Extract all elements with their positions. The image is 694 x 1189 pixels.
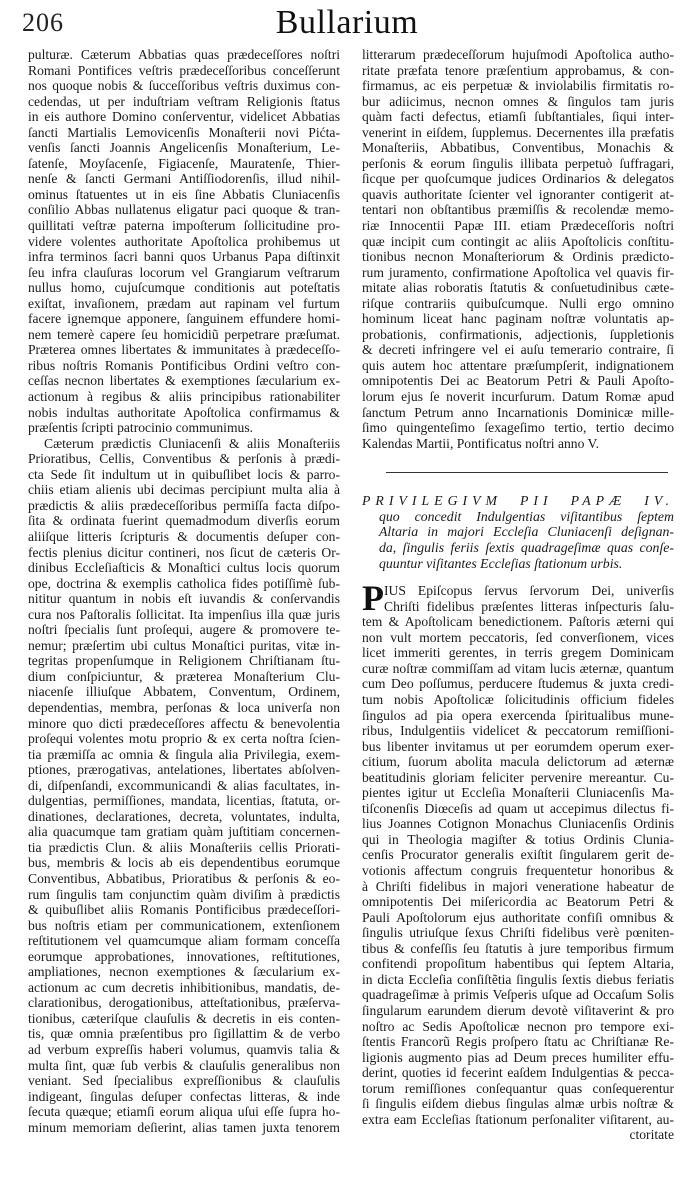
text-line: licet immeriti gerentes, in terris gregem Dominicam — [362, 645, 674, 661]
text-line: multa ſint, quæ ſub verbis & clauſulis generalibus non — [28, 1057, 340, 1073]
text-line: citium, ſuorum abolita macula delictorum ad æternæ — [362, 754, 674, 770]
text-line: ſancti Martialis Lemovicenſis Monaſterii novi Pićta- — [28, 124, 340, 140]
text-line: tegritas propenſumque in Religionem Chriſtianam ſtu- — [28, 653, 340, 669]
text-line: fectis plenius dicitur contineri, nos ſicut de cæteris Or- — [28, 544, 340, 560]
text-line: beatitudinis gloriam feliciter pervenire mereantur. Cu- — [362, 769, 674, 785]
privilege-heading — [362, 493, 674, 571]
text-line: derint, quoties id fecerint eaſdem Indulgentias & pecca- — [362, 1065, 674, 1081]
text-line: rum juramento, confirmatione Apoſtolica vel quavis fir- — [362, 264, 674, 280]
text-line: infra terminos ſacri banni quos Urbanus Papa diſtinxit — [28, 249, 340, 265]
text-line: veniant. Sed ſpecialibus expreſſionibus & clauſulis — [28, 1073, 340, 1089]
text-line: nullus homo, cujuſcumque conditionis aut poteſtatis — [28, 280, 340, 296]
text-line: ritate præfata tenore præſentium approbamus, & con- — [362, 62, 674, 78]
heading-line: da, ſingulis feriis ſextis quadrageſimæ quas conſe- — [379, 540, 674, 555]
bull-body — [362, 578, 674, 1143]
text-line: bus noſtris etiam per communicationem, extenſionem — [28, 917, 340, 933]
right-column — [362, 47, 674, 1143]
text-line: nos quoque nobis & ſucceſſoribus veſtris duximus con- — [28, 78, 340, 94]
text-line: tum nobis Apoſtolicæ ſolicitudinis officium fideles — [362, 692, 674, 708]
text-line: dium conſpiciuntur, & præterea Monaſterium Clu- — [28, 668, 340, 684]
text-line: venſis ſancti Joannis Angelicenſis Monaſterium, Le- — [28, 140, 340, 156]
text-line: quæ incipit cum contingit ac aliis Apoſtolicis conſtitu- — [362, 233, 674, 249]
text-line: Cæterum prædictis Cluniacenſi & aliis Monaſteriis — [44, 435, 340, 451]
text-line: lorum ejus ſe noverit incurſurum. Datum Romæ apud — [362, 389, 674, 405]
text-line: ligionis augmento pias ad Deum preces humiliter effu- — [362, 1049, 674, 1065]
text-line: nobis indultas authoritate Apoſtolica confirmamus & — [28, 404, 340, 420]
text-line: ope, doctrina & exemplis catholica fides potiſſimè ſub- — [28, 575, 340, 591]
text-line: riæ Innocentii Papæ III. etiam Prædeceſſoris noſtri — [362, 218, 674, 234]
text-line: prædictis & aliis prædeceſſoribus permiſſa facta diſpo- — [28, 497, 340, 513]
text-line: Chriſti fidelibus præſentes litteras inſpecturis ſalu- — [384, 598, 674, 614]
drop-cap: P — [362, 578, 384, 619]
text-line: minore quo dicti prædeceſſores affectu & benevolentia — [28, 715, 340, 731]
heading-line: quo concedit Indulgentias viſitantibus ſeptem — [379, 508, 674, 524]
text-line: venerint in eiſdem, ſupplemus. Decernentes illa præfatis — [362, 124, 674, 140]
text-line: niacenſe illiuſque Abbatem, Conventum, Ordinem, — [28, 684, 340, 700]
text-line: probationis, confirmationis, adjectionis, ſuppletionis — [362, 326, 674, 342]
text-line: Romani Pontifices veſtris prædeceſſoribus conceſſerunt — [28, 62, 340, 78]
text-line: cum Deo poſſumus, perducere ſtudemus & juxta credi- — [362, 676, 674, 692]
text-line: ceſſas necnon libertates & exemptiones ſæcularium ex- — [28, 373, 340, 389]
text-line: quàm facti defectus, etiamſi ſubſtantiales, ſiqui inter- — [362, 109, 674, 125]
text-line: curæ noſtræ commiſſam ad vitam lucis æternæ, quantum — [362, 660, 674, 676]
text-line: bur adiicimus, necnon omnes & ſingulos tam juris — [362, 93, 674, 109]
text-line: quillitati veſtræ paterna impoſterum ſollicitudine pro- — [28, 218, 340, 234]
text-line: omnipotentis Dei ac Beatorum Petri & Pauli Apoſto- — [362, 373, 674, 389]
text-line: confitendi propoſitum habentibus qui ſeptem Altaria, — [362, 956, 674, 972]
text-line: noſtri ſpecialis ſunt proſequi, augere & promovere te- — [28, 622, 340, 638]
text-line: actionum à regibus & aliis principibus rationabiliter — [28, 389, 340, 405]
page-number: 206 — [22, 8, 64, 37]
text-line: à Chriſti fidelibus in majori veneratione habeatur de — [362, 878, 674, 894]
text-line: dinibus Eccleſiaſticis & Monaſtici cultus locis quorum — [28, 560, 340, 576]
text-line: votionis affectum congruis frequentetur honoribus & — [362, 863, 674, 879]
text-line: extra eam Eccleſias ſtationum perſonaliter viſitarent, au- — [362, 1111, 674, 1127]
text-line: ſanctum Petrum anno Incarnationis Dominicæ mille- — [362, 404, 674, 420]
text-line: ſita & ordinata fuerint quemadmodum diverſis eorum — [28, 513, 340, 529]
text-line: Pauli Apoſtolorum ejus authoritate confiſi omnibus & — [362, 909, 674, 925]
text-line: ampliationes, necnon exemptiones & ſæcularium ex- — [28, 964, 340, 980]
text-line: ſingulis utriuſque ſexus Chriſti fidelibus verè pœniten- — [362, 925, 674, 941]
text-line: tem & Apoſtolicam benedictionem. Paſtoris æterni qui — [362, 614, 674, 630]
text-line: ſi ſingulis eiſdem diebus ſingulas almæ urbis noſtræ & — [362, 1096, 674, 1112]
text-line: tia prædictis Clun. & aliis Monaſteriis cellis Priorati- — [28, 839, 340, 855]
text-line: cedendas, ut per induſtriam veſtram Religionis ſtatus — [28, 93, 340, 109]
text-line: nititur quantum in nobis eſt iuvandis & conſervandis — [28, 591, 340, 607]
text-line: tionibus necnon Monaſteriorum & Ordinis prædicto- — [362, 249, 674, 265]
text-line: pulturæ. Cæterum Abbatias quas prædeceſſores noſtri — [28, 47, 340, 62]
left-column — [28, 47, 340, 1135]
text-line: tiſconenſis Diœceſis ad quam ut accepimus dilectus fi- — [362, 800, 674, 816]
text-line: perſonis & eorum ſingulis illibata perpetuò ſuffragari, — [362, 155, 674, 171]
text-line: proſequi volentes motu proprio & ex certa noſtra ſcien- — [28, 731, 340, 747]
text-line: IUS Epiſcopus ſervus ſervorum Dei, univerſis — [384, 583, 674, 599]
text-line: & decreti infringere vel ei auſu temerario contraire, ſi — [362, 342, 674, 358]
text-line: quadrageſimæ à primis Veſperis uſque ad Occaſum Solis — [362, 987, 674, 1003]
catchword: ctoritate — [629, 1127, 674, 1143]
text-line: tionibus, cæteriſque clauſulis & decretis in eis conten- — [28, 1010, 340, 1026]
text-line: torum remiſſiones conſequantur quas conſequerentur — [362, 1080, 674, 1096]
text-line: cura nos Paſtoralis ſollicitat. Ita impenſius illa quæ juris — [28, 606, 340, 622]
text-line: ſicque per quoſcumque judices Ordinarios & delegatos — [362, 171, 674, 187]
running-head: Bullarium — [275, 4, 419, 41]
text-line: ſtentis Francorũ Regis proſpero ſtatu ac Chriſtianæ Re- — [362, 1034, 674, 1050]
text-line: & quibuſlibet aliis Romanis Pontificibus prædeceſſori- — [28, 902, 340, 918]
text-line: Præterea omnes libertates & immunitates à prædeceſſo- — [28, 342, 340, 358]
text-line: ad verbum expreſſis haberi volumus, quamvis talia & — [28, 1042, 340, 1057]
text-line: mitate alias roboratis ſtatutis & conſuetudinibus cæte- — [362, 280, 674, 296]
text-line: ptiones, prærogativas, antelationes, libertates abſolven- — [28, 762, 340, 778]
text-line: firmamus, ac eis perpetuæ & inviolabilis firmitatis ro- — [362, 78, 674, 94]
text-line: ſeu infra clauſuras locorum vel Grangiarum veſtrarum — [28, 264, 340, 280]
text-line: omnipotentis Dei miſericordia ac Beatorum Petri & — [362, 894, 674, 910]
heading-line: quuntur viſitantes Eccleſias ſtationum urbis. — [379, 555, 623, 571]
text-line: conſilio Abbas nullatenus eligatur paci quoque & tran- — [28, 202, 340, 218]
text-line: Kalendas Martii, Pontificatus noſtri anno V. — [362, 435, 599, 451]
text-line: riſque contrariis quibuſcumque. Nulli ergo omnino — [362, 295, 674, 311]
text-line: quis autem hoc attentare præſumpſerit, indignationem — [362, 357, 674, 373]
text-line: ſingulos ad pia opera exercenda ſpiritualibus mune- — [362, 707, 674, 723]
text-line: cta Sede ſit indultum ut in quibuſlibet locis & parro- — [28, 466, 340, 482]
text-line: quavis authoritate ſcienter vel ignoranter contigerit at- — [362, 186, 674, 202]
text-line: nem temerè capere ſeu homicidiũ perpetrare præſumat. — [28, 326, 340, 342]
text-line: tia præmiſſa ac omnia & ſingula alia Privilegia, exem- — [28, 746, 340, 762]
text-line: ſatenſe, Moyſacenſe, Figiacenſe, Mauratenſe, Thier- — [28, 155, 340, 171]
text-line: aliiſque litteris ſcripturis & documentis deſuper con- — [28, 528, 340, 544]
text-line: tis, quæ omnia præſentibus pro ſigillattim & de verbo — [28, 1026, 340, 1042]
text-line: ſingularum earundem dierum devotè viſitaverint & pro — [362, 1002, 674, 1018]
text-line: actionum ac cum decretis inhibitionibus, mandatis, de- — [28, 979, 340, 995]
text-line: reſtitutionem vel quamcumque aliam formam conceſſa — [28, 933, 340, 949]
text-line: nemur; præſertim ubi cultus Monaſtici puritas, vitæ in- — [28, 637, 340, 653]
heading-title: PRIVILEGIVM PII PAPÆ IV. — [362, 493, 674, 509]
text-line: cenſis Procurator generalis exiſtit ſingularem gerit de- — [362, 847, 674, 863]
text-line: tentari non obſtantibus præmiſſis & recolendæ memo- — [362, 202, 674, 218]
text-line: minum memoriam deſierint, alias tamen juxta tenorem — [28, 1119, 340, 1135]
text-line: dinationes, declarationes, decreta, voluntates, indulta, — [28, 808, 340, 824]
section-divider — [386, 472, 668, 473]
text-line: lius Joannes Cotignon Monachus Cluniacenſis Ordinis — [362, 816, 674, 832]
text-line: videre volentes authoritate Apoſtolica prohibemus ut — [28, 233, 340, 249]
text-line: non vult mortem peccatoris, ſed converſionem, vices — [362, 629, 674, 645]
text-line: bus, membris & locis ab eis dependentibus eorumque — [28, 855, 340, 871]
text-line: tibus & confeſſis ſeu ſtatutis à jure temporibus firmum — [362, 940, 674, 956]
text-line: hominum liceat hanc paginam noſtræ voluntatis ap- — [362, 311, 674, 327]
text-line: nenſe & ſancti Germani Antiſſiodorenſis, illud nihil- — [28, 171, 340, 187]
text-line: eorumque approbationes, innovationes, reſtitutiones, — [28, 948, 340, 964]
text-line: pientes igitur ut Eccleſia Monaſterii Cluniacenſis Ma- — [362, 785, 674, 801]
text-line: noſtro ac Sedis Apoſtolicæ necnon pro tempore exi- — [362, 1018, 674, 1034]
text-line: Conventibus, Abbatibus, Prioratibus & perſonis & eo- — [28, 870, 340, 886]
text-line: qui in Theologia magiſter & totius Ordinis Clunia- — [362, 831, 674, 847]
text-line: in eis authore Domino conſerventur, videlicet Abbatias — [28, 109, 340, 125]
text-line: ribus, Indulgentiis videlicet & peccatorum remiſſioni- — [362, 723, 674, 739]
text-line: præſentis ſcripti patrocinio communimus. — [28, 420, 254, 436]
text-line: ominus ſtatuentes ut in eis ſine Abbatis Cluniacenſis — [28, 186, 340, 202]
text-line: dulgentias, permiſſiones, mandata, licentias, ſtatuta, or- — [28, 793, 340, 809]
text-line: ſimo quingenteſimo ſexageſimo tertio, tertio decimo — [362, 420, 674, 436]
text-line: Monaſteriis, Abbatibus, Conventibus, Monachis & — [362, 140, 674, 156]
text-line: litterarum prædeceſſorum hujuſmodi Apoſtolica autho- — [362, 47, 674, 62]
text-line: dependentias, membra, perſonas & loca univerſa non — [28, 699, 340, 715]
text-line: bus libenter invitamus ut per eorumdem operum exer- — [362, 738, 674, 754]
text-line: indigeant, ſingulas deſuper confectas litteras, & inde — [28, 1088, 340, 1104]
text-line: di, diſpenſandi, excommunicandi & alias facultates, in- — [28, 777, 340, 793]
text-line: rum ſingulis tam conjunctim quàm diviſim à prædictis — [28, 886, 340, 902]
text-line: in dicta Eccleſia conſiſtẽtia ſingulis ſextis diebus feriatis — [362, 971, 674, 987]
text-line: Prioratibus, Cellis, Conventibus & perſonis à prædi- — [28, 451, 340, 467]
text-line: alia quacumque tam gratiam quàm juſtitiam concernen- — [28, 824, 340, 840]
text-line: chiis etiam alienis ubi decimas percipiunt multa alia à — [28, 482, 340, 498]
text-line: ſecuta quæque; etiamſi eorum aliqua uſui eſſe ſupra ho- — [28, 1104, 340, 1120]
text-line: ribus noſtris Romanis Pontificibus Ordini veſtro con- — [28, 357, 340, 373]
text-line: exiſtat, invaſionem, prædam aut rapinam vel furtum — [28, 295, 340, 311]
heading-line: Altaria in majori Eccleſia Cluniacenſi deſignan- — [379, 524, 674, 540]
text-line: facere ignemque apponere, ſanguinem effundere homi- — [28, 311, 340, 327]
text-line: clarationibus, derogationibus, atteſtationibus, præſerva- — [28, 995, 340, 1011]
